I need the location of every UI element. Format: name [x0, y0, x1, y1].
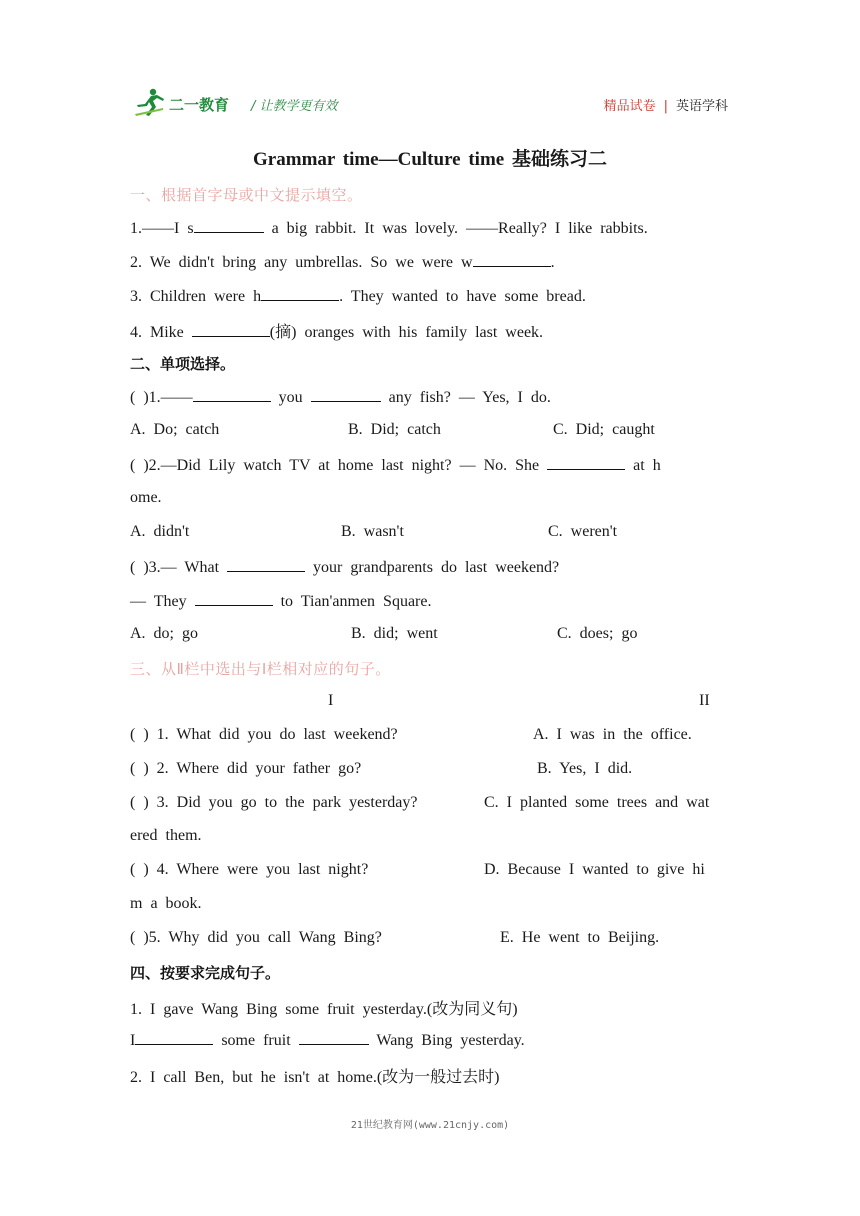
s3-row-5-right: E. He went to Beijing.	[500, 929, 660, 946]
column-header-ii: II	[699, 692, 710, 709]
s2-q1-text-c: any fish? — Yes, I do.	[388, 389, 551, 406]
s4-question-1: 1. I gave Wang Bing some fruit yesterday.(改为同义句)	[130, 1001, 518, 1018]
header-tags	[604, 95, 728, 114]
answer-blank[interactable]	[227, 557, 305, 572]
section-heading-3: 三、从Ⅱ栏中选出与Ⅰ栏相对应的句子。	[130, 660, 391, 678]
s2-q3-option-a: A. do; go	[130, 625, 198, 642]
column-header-i: I	[328, 692, 334, 709]
s4-q1-text-b: some fruit	[221, 1032, 291, 1049]
s2-question-2	[130, 455, 661, 475]
s2-q1-option-a: A. Do; catch	[130, 421, 220, 438]
s3-row-3-left: ( ) 3. Did you go to the park yesterday?	[130, 794, 418, 811]
header-tag-separator: |	[663, 99, 668, 114]
s3-row-1-right: A. I was in the office.	[533, 726, 692, 743]
s2-q3-text-b: your grandparents do last weekend?	[313, 559, 560, 576]
s2-q2-continuation: ome.	[130, 489, 162, 506]
s3-row-3-continuation: ered them.	[130, 827, 202, 844]
s4-question-2: 2. I call Ben, but he isn't at home.(改为一般过去时)	[130, 1069, 500, 1086]
s1-q2-text-b: .	[550, 254, 555, 271]
s1-q3-text-b: . They wanted to have some bread.	[339, 288, 586, 305]
page-footer: 21世纪教育网(www.21cnjy.com)	[350, 1120, 510, 1131]
answer-blank[interactable]	[135, 1030, 213, 1045]
s2-q3-answer-line	[130, 591, 431, 611]
s2-question-1	[130, 387, 551, 407]
runner-logo-icon	[133, 88, 167, 118]
s2-q3-text-d: to Tian'anmen Square.	[280, 593, 432, 610]
header-slogan: / 让教学更有效	[251, 99, 338, 114]
s1-q1-text-b: a big rabbit. It was lovely. ——Really? I like rabbits.	[271, 220, 648, 237]
answer-blank[interactable]	[194, 218, 264, 233]
s3-row-3-right: C. I planted some trees and wat	[484, 794, 710, 811]
answer-blank[interactable]	[547, 455, 625, 470]
s4-q1-answer-line	[130, 1030, 525, 1050]
s4-q1-text-c: Wang Bing yesterday.	[376, 1032, 525, 1049]
s1-q1-text-a: 1.——I s	[130, 220, 194, 237]
s1-question-2	[130, 252, 555, 272]
header-tag-subject: 英语学科	[675, 99, 728, 114]
s3-row-4-right: D. Because I wanted to give hi	[484, 861, 705, 878]
s2-question-3	[130, 557, 559, 577]
s2-q3-text-c: — They	[130, 593, 187, 610]
header-tag-quality: 精品试卷	[603, 99, 656, 114]
s1-q4-text-b: (摘) oranges with his family last week.	[269, 324, 544, 341]
s2-q1-option-c: C. Did; caught	[553, 421, 655, 438]
s3-row-4-continuation: m a book.	[130, 895, 202, 912]
s3-row-1-left: ( ) 1. What did you do last weekend?	[130, 726, 398, 743]
section-heading-2: 二、单项选择。	[130, 355, 236, 373]
s1-q2-text-a: 2. We didn't bring any umbrellas. So we were w	[130, 254, 473, 271]
answer-blank[interactable]	[192, 322, 270, 337]
section-heading-4: 四、按要求完成句子。	[130, 964, 281, 982]
s2-q3-option-b: B. did; went	[351, 625, 438, 642]
s2-q2-text-a: ( )2.—Did Lily watch TV at home last night? — No. She	[130, 457, 540, 474]
page-title: Grammar time—Culture time 基础练习二	[253, 149, 607, 170]
s3-row-2-left: ( ) 2. Where did your father go?	[130, 760, 362, 777]
s1-q3-text-a: 3. Children were h	[130, 288, 262, 305]
s3-row-4-left: ( ) 4. Where were you last night?	[130, 861, 369, 878]
answer-blank[interactable]	[311, 387, 381, 402]
s1-question-3	[130, 286, 586, 306]
page-header	[133, 86, 728, 120]
s2-q2-option-c: C. weren't	[548, 523, 618, 540]
s2-q3-option-c: C. does; go	[557, 625, 638, 642]
s2-q2-option-b: B. wasn't	[341, 523, 404, 540]
s4-q1-text-a: I	[130, 1032, 136, 1049]
s2-q2-option-a: A. didn't	[130, 523, 190, 540]
s3-row-5-left: ( )5. Why did you call Wang Bing?	[130, 929, 382, 946]
s1-question-1	[130, 218, 648, 238]
s2-q3-text-a: ( )3.— What	[130, 559, 220, 576]
s1-q4-text-a: 4. Mike	[130, 324, 192, 341]
s3-row-2-right: B. Yes, I did.	[537, 760, 633, 777]
answer-blank[interactable]	[193, 387, 271, 402]
s2-q1-text-a: ( )1.——	[130, 389, 193, 406]
logo	[133, 86, 243, 120]
answer-blank[interactable]	[261, 286, 339, 301]
section-heading-1: 一、根据首字母或中文提示填空。	[130, 186, 363, 204]
s2-q1-option-b: B. Did; catch	[348, 421, 441, 438]
answer-blank[interactable]	[473, 252, 551, 267]
answer-blank[interactable]	[299, 1030, 369, 1045]
answer-blank[interactable]	[195, 591, 273, 606]
s1-question-4	[130, 319, 543, 342]
s2-q1-text-b: you	[278, 389, 303, 406]
s2-q2-text-b: at h	[633, 457, 661, 474]
logo-text: 二一教育	[169, 96, 230, 114]
